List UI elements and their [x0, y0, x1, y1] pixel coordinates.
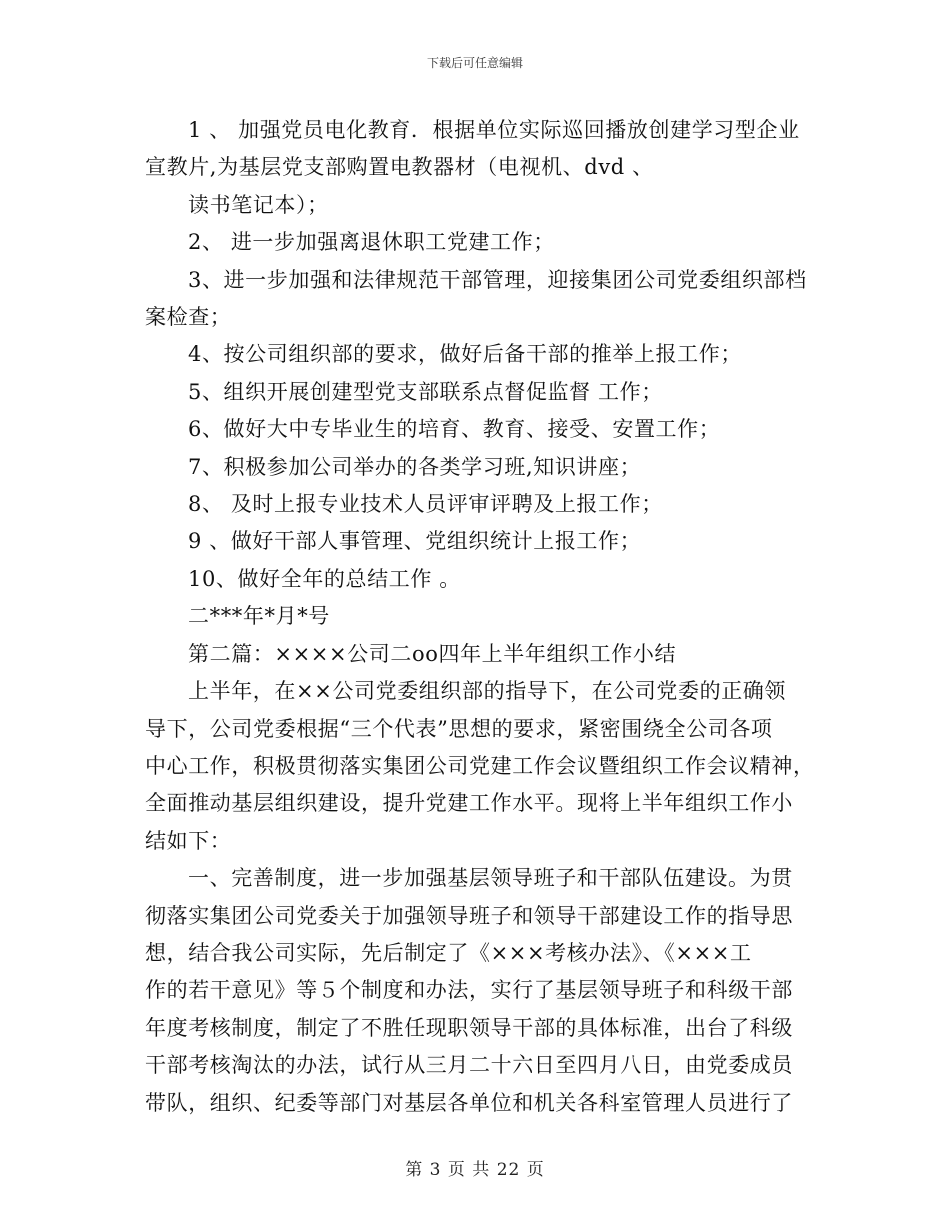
text-line: 案检查； — [145, 305, 232, 330]
text-line: 年度考核制度，制定了不胜任现职领导干部的具体标准，出台了科级 — [145, 1015, 793, 1040]
text-line: 全面推动基层组织建设，提升党建工作水平。现将上半年组织工作小 — [145, 791, 793, 816]
text-line: 6、做好大中专毕业生的培育、教育、接受、安置工作； — [188, 417, 721, 442]
text-line: 宣教片,为基层党支部购置电教器材（电视机、dvd 、 — [145, 155, 654, 180]
text-line: 第二篇：××××公司二oo四年上半年组织工作小结 — [188, 641, 677, 666]
text-line: 导下，公司党委根据“三个代表”思想的要求，紧密围绕全公司各项 — [145, 716, 773, 741]
text-line: 作的若干意见》等５个制度和办法，实行了基层领导班子和科级干部 — [145, 978, 793, 1003]
text-line: 3、进一步加强和法律规范干部管理，迎接集团公司党委组织部档 — [188, 267, 807, 292]
text-line: 读书笔记本）； — [188, 192, 329, 217]
text-line: 1 、 加强党员电化教育．根据单位实际巡回播放创建学习型企业 — [188, 118, 800, 142]
text-line: 干部考核淘汰的办法，试行从三月二十六日至四月八日，由党委成员 — [145, 1053, 793, 1078]
text-line: 一、完善制度，进一步加强基层领导班子和干部队伍建设。为贯 — [188, 866, 793, 891]
text-line: 5、组织开展创建型党支部联系点督促监督 工作； — [188, 379, 663, 404]
text-line: 2、 进一步加强离退休职工党建工作； — [188, 230, 555, 255]
text-line: 想，结合我公司实际，先后制定了《×××考核办法》、《×××工 — [145, 940, 752, 965]
text-line: 4、按公司组织部的要求，做好后备干部的推举上报工作； — [188, 342, 742, 367]
page-number-footer: 第 3 页 共 22 页 — [405, 1160, 545, 1180]
text-line: 二***年*月*号 — [188, 604, 330, 629]
text-line: 上半年，在××公司党委组织部的指导下，在公司党委的正确领 — [188, 679, 786, 704]
text-line: 彻落实集团公司党委关于加强领导班子和领导干部建设工作的指导思 — [145, 903, 793, 928]
text-line: 7、积极参加公司举办的各类学习班,知识讲座； — [188, 454, 642, 479]
text-line: 中心工作，积极贯彻落实集团公司党建工作会议暨组织工作会议精神， — [145, 753, 815, 778]
header-note: 下载后可任意编辑 — [426, 56, 523, 70]
text-line: 结如下： — [145, 828, 232, 853]
text-line: 8、 及时上报专业技术人员评审评聘及上报工作； — [188, 492, 663, 517]
text-line: 10、做好全年的总结工作 。 — [188, 566, 461, 591]
text-line: 带队，组织、纪委等部门对基层各单位和机关各科室管理人员进行了 — [145, 1090, 793, 1115]
text-line: 9 、做好干部人事管理、党组织统计上报工作； — [188, 529, 642, 554]
document-body — [145, 112, 815, 1122]
